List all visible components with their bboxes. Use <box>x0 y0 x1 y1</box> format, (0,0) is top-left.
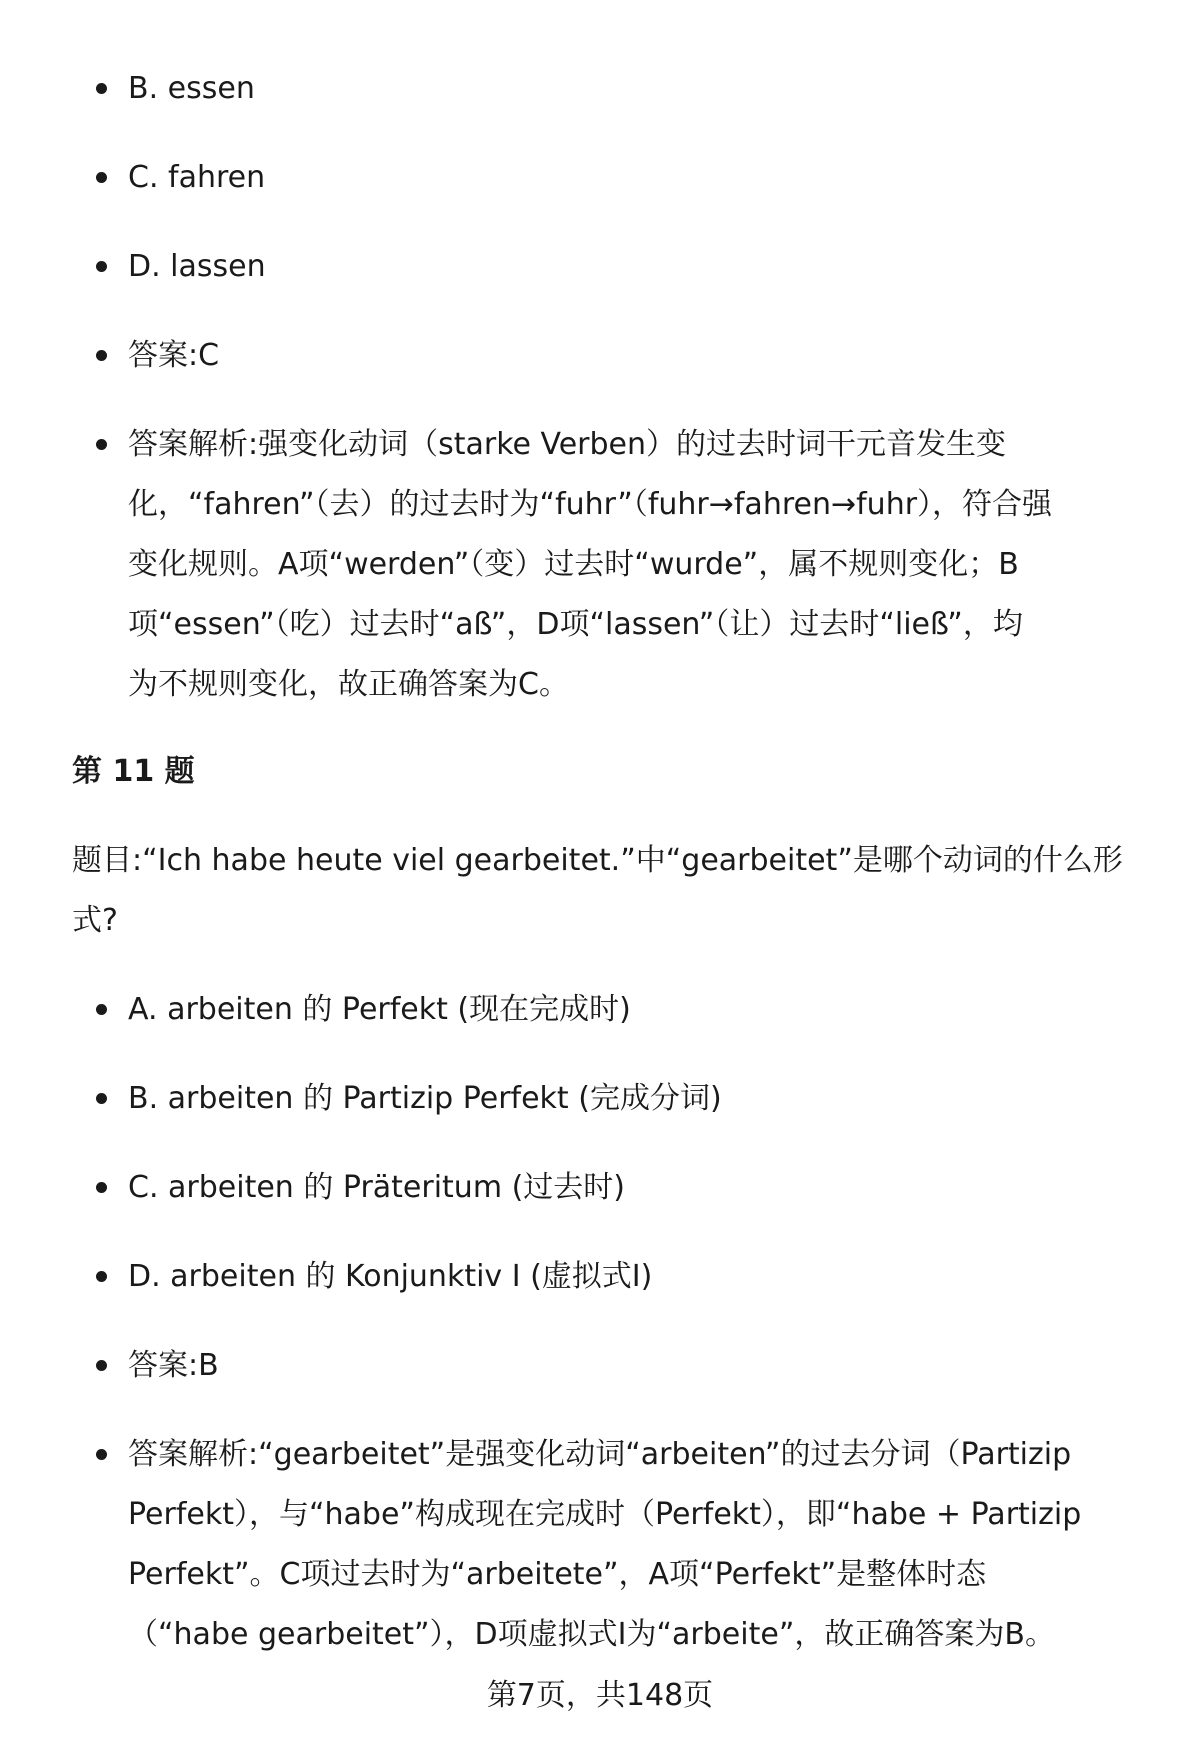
q11-option-b-text: B. arbeiten 的 Partizip Perfekt (完成分词) <box>128 1081 722 1116</box>
q11-explanation-line: 答案解析:“gearbeitet”是强变化动词“arbeiten”的过去分词（Partizip <box>128 1437 1072 1472</box>
q11-explanation <box>96 1425 1156 1665</box>
bullet-icon <box>96 1182 107 1193</box>
bullet-icon <box>96 1449 107 1460</box>
bullet-icon <box>96 1093 107 1104</box>
q10-option-b-text: B. essen <box>128 71 255 106</box>
bullet-icon <box>96 172 107 183</box>
q11-option-a-text: A. arbeiten 的 Perfekt (现在完成时) <box>128 992 631 1027</box>
page-number: 第7页，共148页 <box>486 1678 714 1713</box>
q10-explanation-line: 答案解析:强变化动词（starke Verben）的过去时词干元音发生变 <box>128 427 1007 462</box>
q11-heading: 第 11 题 <box>72 754 195 789</box>
q11-explanation-line: Perfekt”。C项过去时为“arbeitete”，A项“Perfekt”是整体时态 <box>128 1557 987 1592</box>
q11-answer-text: 答案:B <box>128 1348 219 1383</box>
q10-explanation-line: 为不规则变化，故正确答案为C。 <box>128 667 569 702</box>
bullet-icon <box>96 261 107 272</box>
bullet-icon <box>96 83 107 94</box>
bullet-icon <box>96 1360 107 1371</box>
bullet-icon <box>96 350 107 361</box>
bullet-icon <box>96 439 107 450</box>
q10-answer-text: 答案:C <box>128 338 220 373</box>
q10-explanation-line: 化，“fahren”（去）的过去时为“fuhr”（fuhr→fahren→fuhr），符合强 <box>128 487 1053 522</box>
q11-question <box>72 831 1162 951</box>
bullet-icon <box>96 1271 107 1282</box>
q11-explanation-line: Perfekt），与“habe”构成现在完成时（Perfekt），即“habe + Partizip <box>128 1497 1082 1532</box>
q11-option-c-text: C. arbeiten 的 Präteritum (过去时) <box>128 1170 625 1205</box>
q10-option-c-text: C. fahren <box>128 160 266 195</box>
q11-question-line: 题目:“Ich habe heute viel gearbeitet.”中“gearbeitet”是哪个动词的什么形 <box>72 843 1123 878</box>
q10-explanation-line: 项“essen”（吃）过去时“aß”，D项“lassen”（让）过去时“ließ”，均 <box>128 607 1023 642</box>
q10-explanation-line: 变化规则。A项“werden”（变）过去时“wurde”，属不规则变化；B <box>128 547 1019 582</box>
q11-explanation-line: （“habe gearbeitet”），D项虚拟式I为“arbeite”，故正确答案为B。 <box>128 1617 1055 1652</box>
q11-option-d-text: D. arbeiten 的 Konjunktiv I (虚拟式I) <box>128 1259 653 1294</box>
bullet-icon <box>96 1004 107 1015</box>
q10-explanation <box>96 415 1156 715</box>
q10-option-d-text: D. lassen <box>128 249 266 284</box>
q11-question-line: 式? <box>72 903 118 938</box>
